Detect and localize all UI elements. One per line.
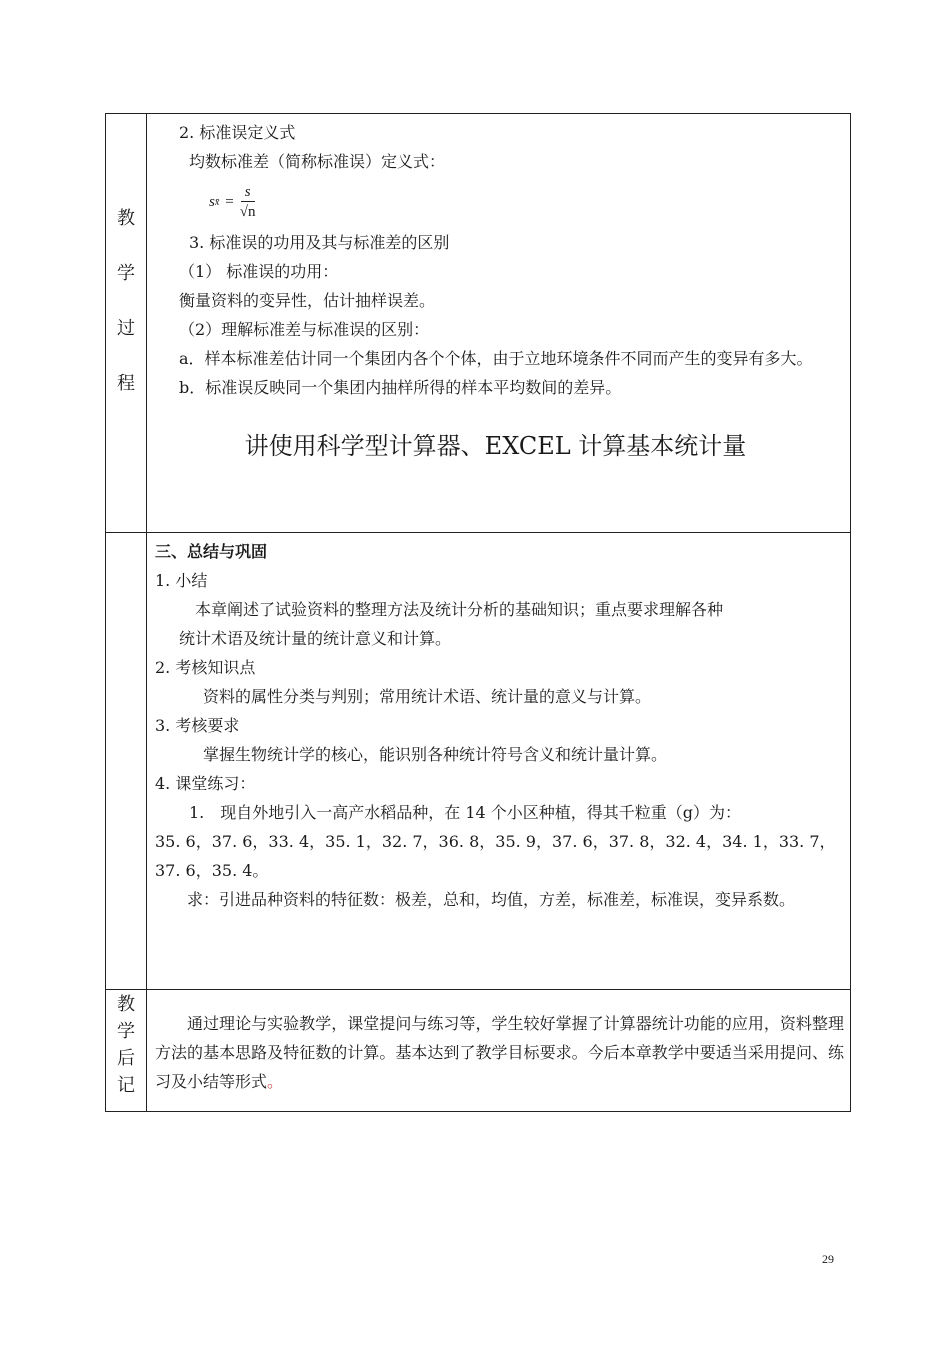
teaching-process-content [147,114,851,533]
standard-error-function-heading: 3. 标准误的功用及其与标准差的区别 [189,233,450,252]
side-char: 程 [117,373,135,394]
exercise-task: 求：引进品种资料的特征数：极差，总和，均值，方差，标准差，标准误，变异系数。 [187,890,796,909]
knowledge-points-heading: 2. 考核知识点 [155,658,256,677]
summary-content [147,533,851,990]
page-number: 29 [822,1252,834,1266]
reflection-content [147,990,851,1112]
side-char: 学 [117,263,135,284]
summary-item-heading: 1. 小结 [155,571,208,590]
knowledge-points-text: 资料的属性分类与判别；常用统计术语、统计量的意义与计算。 [203,687,652,706]
assessment-requirements-text: 掌握生物统计学的核心，能识别各种统计符号含义和统计量计算。 [203,745,668,764]
formula-fraction [240,183,256,222]
teaching-process-label-cell [106,114,147,533]
reflection-end-mark: 。 [267,1072,284,1091]
exercise-data: 35. 6，37. 6，33. 4，35. 1，32. 7，36. 8，35. 9，37. 6，37. 8，32. 4，34. 1，33. 7， [155,832,836,851]
summary-label-cell [106,533,147,990]
reflection-label [106,996,146,1095]
side-char: 记 [117,1075,135,1096]
standard-error-definition-heading: 2. 标准误定义式 [179,123,296,142]
mean-standard-deviation-line: 均数标准差（简称标准误）定义式： [189,152,446,171]
formula-denominator: √n [239,203,256,220]
reflection-text [147,1009,850,1096]
summary-row [106,533,851,990]
reflection-row [106,990,851,1112]
summary-text: 本章阐述了试验资料的整理方法及统计分析的基础知识；重点要求理解各种 [195,600,724,619]
reflection-body: 通过理论与实验教学，课堂提问与练习等，学生较好掌握了计算器统计功能的应用，资料整理方法的基本思路及特征数的计算。基本达到了教学目标要求。今后本章教学中要适当采用提问、练习及小结等形式 [155,1014,844,1091]
difference-subheading: （2）理解标准差与标准误的区别： [179,320,430,339]
exercise-question: 1. 现自外地引入一高产水稻品种，在 14 个小区种植，得其千粒重（g）为： [189,803,742,822]
teaching-process-label [106,210,146,393]
summary-heading: 三、总结与巩固 [155,542,268,561]
calculator-excel-highlight: 讲使用科学型计算器、EXCEL 计算基本统计量 [244,432,747,460]
reflection-label-cell [106,990,147,1112]
difference-point-a: a．样本标准差估计同一个集团内各个个体，由于立地环境条件不同而产生的变异有多大。 [179,349,813,368]
function-description: 衡量资料的变异性，估计抽样误差。 [179,291,436,310]
side-char: 过 [117,318,135,339]
standard-error-formula [147,176,850,228]
function-subheading: （1） 标准误的功用： [179,262,339,281]
formula-lhs-subscript: x̄ [214,196,220,208]
formula-equals: = [225,193,234,210]
exercise-heading: 4. 课堂练习： [155,774,256,793]
teaching-process-row [106,114,851,533]
formula-numerator: s [241,183,255,202]
difference-point-b: b．标准误反映同一个集团内抽样所得的样本平均数间的差异。 [179,378,622,397]
assessment-requirements-heading: 3. 考核要求 [155,716,240,735]
lesson-plan-table [105,113,851,1112]
summary-text: 统计术语及统计量的统计意义和计算。 [179,629,452,648]
side-char: 学 [117,1021,135,1042]
formula-lhs: s [209,193,215,210]
side-char: 教 [117,208,135,229]
side-char: 教 [117,994,135,1015]
exercise-data: 37. 6，35. 4。 [155,861,269,880]
side-char: 后 [117,1048,135,1069]
